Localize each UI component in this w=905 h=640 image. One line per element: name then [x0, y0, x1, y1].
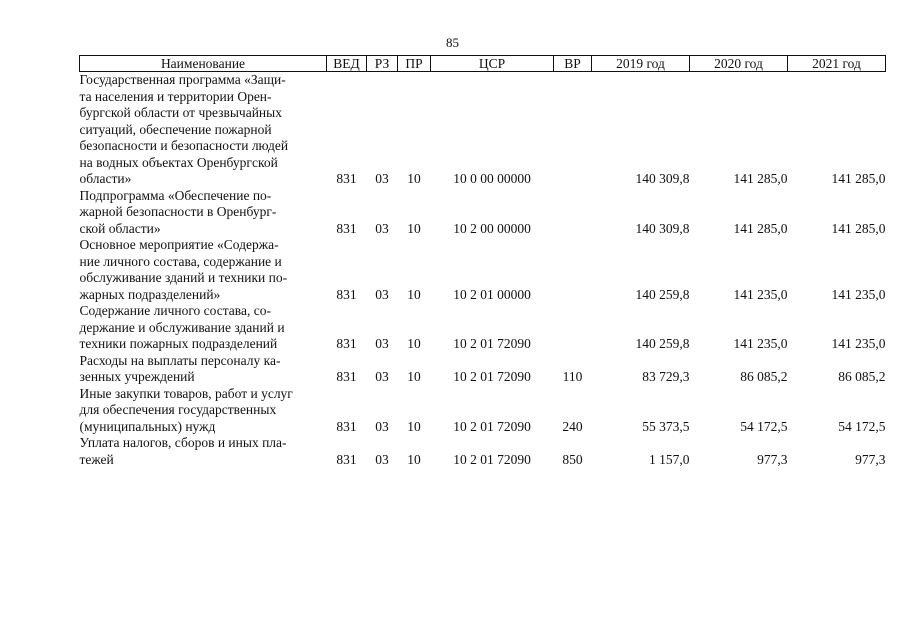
budget-table: [79, 55, 886, 468]
amount-2021-cell: 141 235,0: [831, 336, 886, 351]
amount-2021-cell: 141 285,0: [831, 220, 886, 236]
name-line: Иные закупки товаров, работ и услуг: [79, 385, 293, 401]
csr-cell: 10 2 00 00000: [453, 220, 531, 236]
name-line: Государственная программа «Защи-: [79, 72, 286, 87]
csr-cell: 10 2 01 72090: [453, 336, 531, 351]
name-line: ской области»: [79, 220, 161, 236]
name-line: Расходы на выплаты персоналу ка-: [79, 352, 281, 368]
name-line: Содержание личного состава, со-: [79, 303, 271, 318]
rz-cell: 03: [375, 369, 389, 384]
amount-2019-cell: 140 309,8: [635, 171, 690, 186]
pr-cell: 10: [407, 220, 421, 236]
name-line: та населения и территории Орен-: [79, 88, 272, 104]
header-pr: ПР: [398, 56, 431, 72]
vr-cell: 240: [562, 418, 583, 434]
header-2021: 2021 год: [788, 56, 886, 72]
amount-2020-cell: 86 085,2: [740, 369, 788, 384]
amount-2019-cell: 140 259,8: [635, 336, 690, 351]
name-line: области»: [79, 171, 132, 186]
rz-cell: 03: [375, 418, 389, 434]
amount-2020-cell: 54 172,5: [740, 418, 788, 434]
rz-cell: 03: [375, 286, 389, 302]
amount-2020-cell: 141 235,0: [733, 286, 788, 302]
amount-2021-cell: 141 235,0: [831, 286, 886, 302]
name-line: ситуаций, обеспечение пожарной: [79, 121, 272, 137]
vr-cell: [554, 303, 592, 353]
pr-cell: 10: [407, 369, 421, 384]
vr-cell: [554, 237, 592, 303]
row-name-cell: [80, 188, 327, 238]
row-name-cell: [80, 435, 327, 468]
amount-2020-cell: 977,3: [757, 451, 788, 467]
header-rz: РЗ: [367, 56, 398, 72]
amount-2021-cell: 54 172,5: [838, 418, 886, 434]
amount-2019-cell: 140 309,8: [635, 220, 690, 236]
table-header-row: [80, 56, 886, 72]
header-ved: ВЕД: [327, 56, 367, 72]
amount-2019-cell: 140 259,8: [635, 286, 690, 302]
name-line: тежей: [79, 451, 114, 467]
name-line: на водных объектах Оренбургской: [79, 154, 278, 170]
ved-cell: 831: [336, 286, 357, 302]
pr-cell: 10: [407, 418, 421, 434]
amount-2019-cell: 55 373,5: [642, 418, 690, 434]
csr-cell: 10 2 01 72090: [453, 369, 531, 384]
header-2020: 2020 год: [690, 56, 788, 72]
amount-2021-cell: 141 285,0: [831, 171, 886, 186]
name-line: жарных подразделений»: [79, 286, 221, 302]
name-line: зенных учреждений: [79, 369, 195, 384]
table-row: [80, 72, 886, 188]
row-name-cell: [80, 386, 327, 436]
name-line: жарной безопасности в Оренбург-: [79, 204, 277, 219]
header-vr: ВР: [554, 56, 592, 72]
table-row: [80, 353, 886, 386]
header-name: Наименование: [80, 56, 327, 72]
ved-cell: 831: [336, 220, 357, 236]
ved-cell: 831: [336, 418, 357, 434]
table-row: [80, 188, 886, 238]
vr-cell: [554, 72, 592, 188]
header-2019: 2019 год: [592, 56, 690, 72]
rz-cell: 03: [375, 451, 389, 467]
row-name-cell: [80, 303, 327, 353]
page-number: 85: [446, 35, 459, 50]
table-row: [80, 303, 886, 353]
amount-2020-cell: 141 235,0: [733, 336, 788, 351]
rz-cell: 03: [375, 336, 389, 351]
ved-cell: 831: [336, 171, 357, 186]
table-row: [80, 386, 886, 436]
row-name-cell: [80, 237, 327, 303]
amount-2019-cell: 1 157,0: [649, 451, 690, 467]
pr-cell: 10: [407, 171, 421, 186]
csr-cell: 10 2 01 00000: [453, 286, 531, 302]
amount-2019-cell: 83 729,3: [642, 369, 690, 384]
vr-cell: 850: [562, 451, 583, 467]
ved-cell: 831: [336, 451, 357, 467]
name-line: обслуживание зданий и техники по-: [79, 270, 288, 285]
name-line: безопасности и безопасности людей: [79, 138, 289, 153]
rz-cell: 03: [375, 220, 389, 236]
ved-cell: 831: [336, 336, 357, 351]
csr-cell: 10 2 01 72090: [453, 418, 531, 434]
name-line: Основное мероприятие «Содержа-: [79, 237, 279, 252]
table-row: [80, 237, 886, 303]
pr-cell: 10: [407, 451, 421, 467]
vr-cell: [554, 188, 592, 238]
ved-cell: 831: [336, 369, 357, 384]
name-line: держание и обслуживание зданий и: [79, 319, 285, 335]
name-line: Подпрограмма «Обеспечение по-: [79, 187, 272, 203]
csr-cell: 10 0 00 00000: [453, 171, 531, 186]
pr-cell: 10: [407, 286, 421, 302]
rz-cell: 03: [375, 171, 389, 186]
csr-cell: 10 2 01 72090: [453, 451, 531, 467]
name-line: Уплата налогов, сборов и иных пла-: [79, 435, 287, 450]
name-line: для обеспечения государственных: [79, 402, 277, 417]
name-line: (муниципальных) нужд: [79, 418, 216, 434]
header-csr: ЦСР: [431, 56, 554, 72]
vr-cell: 110: [562, 369, 583, 384]
amount-2021-cell: 977,3: [855, 451, 886, 467]
name-line: техники пожарных подразделений: [79, 336, 278, 351]
row-name-cell: [80, 72, 327, 188]
amount-2021-cell: 86 085,2: [838, 369, 886, 384]
name-line: ние личного состава, содержание и: [79, 253, 282, 269]
amount-2020-cell: 141 285,0: [733, 220, 788, 236]
amount-2020-cell: 141 285,0: [733, 171, 788, 186]
table-row: [80, 435, 886, 468]
name-line: бургской области от чрезвычайных: [79, 105, 282, 120]
row-name-cell: [80, 353, 327, 386]
pr-cell: 10: [407, 336, 421, 351]
